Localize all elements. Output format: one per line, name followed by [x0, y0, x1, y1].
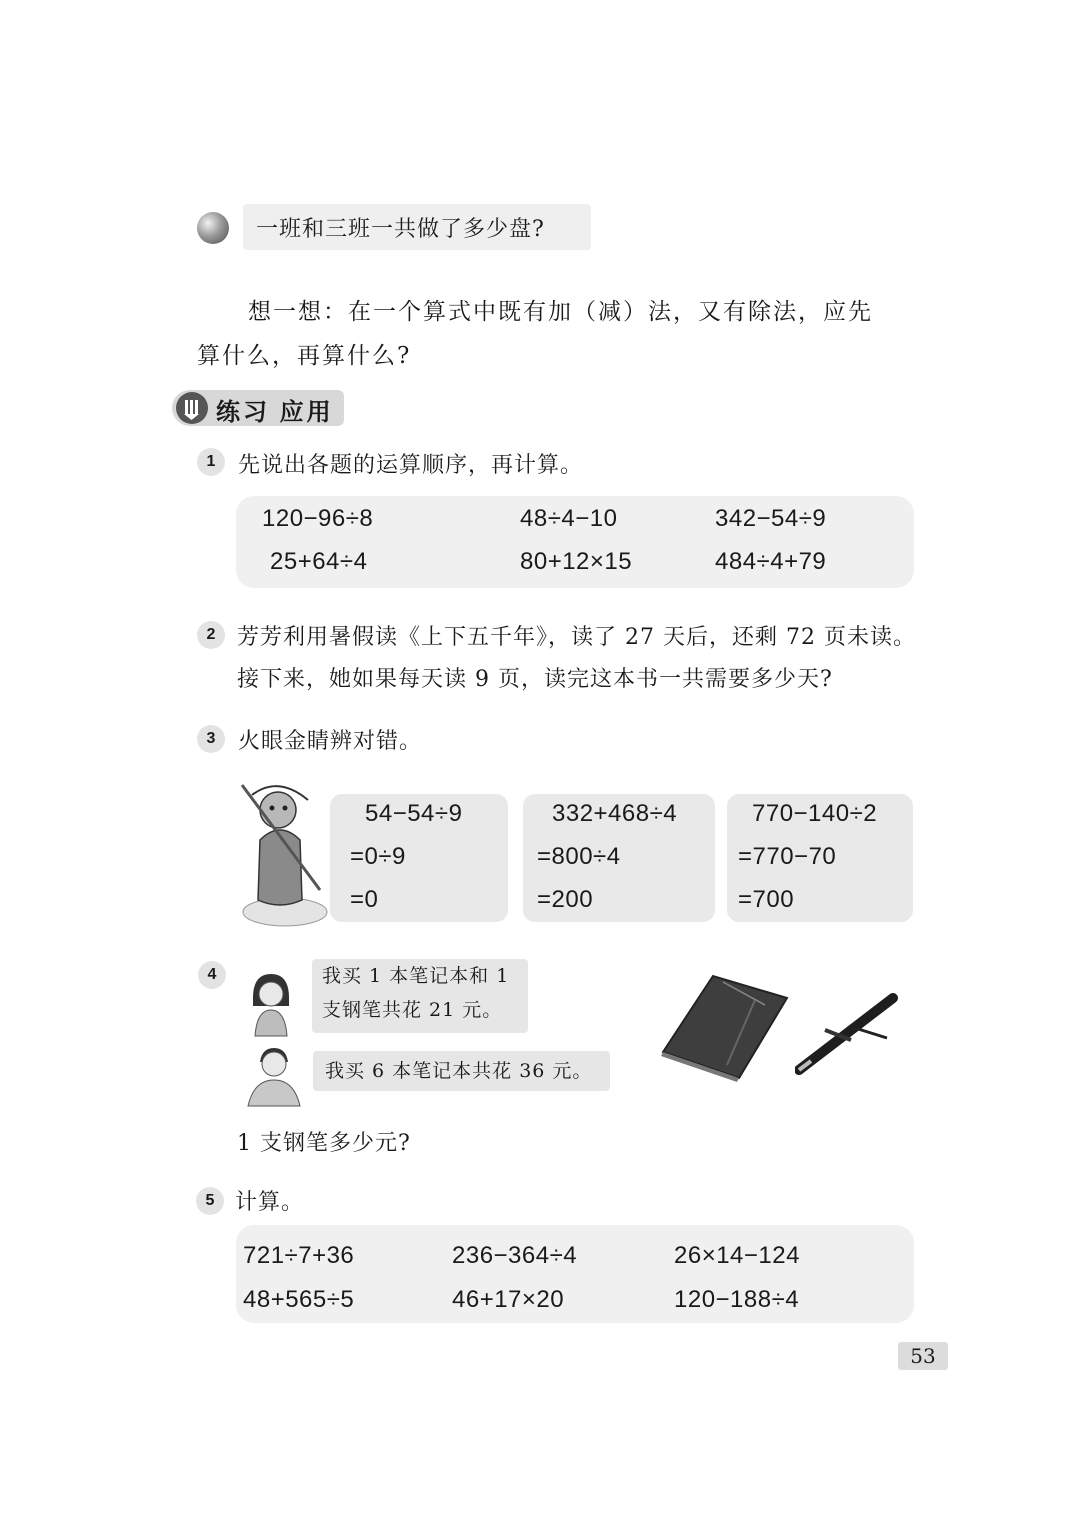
- intro-question: 一班和三班一共做了多少盘?: [256, 217, 545, 242]
- girl-speech-line-1: 我买 1 本笔记本和 1: [322, 965, 510, 987]
- card3-step: 770−140÷2: [752, 800, 878, 827]
- task1-expr: 80+12×15: [520, 548, 633, 575]
- task5-prompt: 计算。: [235, 1190, 305, 1215]
- card2-step: =800÷4: [537, 843, 621, 870]
- boy-speech-bubble: 我买 6 本笔记本共花 36 元。: [313, 1051, 610, 1091]
- card2-step: 332+468÷4: [552, 800, 678, 827]
- task-number-5: 5: [196, 1187, 224, 1215]
- girl-speech-bubble: [312, 959, 528, 1033]
- girl-avatar: [245, 970, 297, 1038]
- task5-expr: 236−364÷4: [452, 1242, 578, 1269]
- task-number-1: 1: [197, 448, 225, 476]
- notebook-illustration: [655, 970, 795, 1082]
- card1-step: 54−54÷9: [365, 800, 463, 827]
- page-number: 53: [898, 1342, 948, 1370]
- task5-expr: 120−188÷4: [674, 1286, 800, 1313]
- card2-step: =200: [537, 886, 594, 913]
- globe-icon: [197, 212, 229, 244]
- task1-prompt: 先说出各题的运算顺序，再计算。: [238, 453, 584, 478]
- task5-expr: 721÷7+36: [243, 1242, 355, 1269]
- think-line-1: 想一想：在一个算式中既有加（减）法，又有除法，应先: [248, 299, 873, 325]
- task5-expr: 48+565÷5: [243, 1286, 355, 1313]
- boy-avatar: [240, 1044, 308, 1108]
- task1-expr: 25+64÷4: [270, 548, 368, 575]
- task5-expr: 46+17×20: [452, 1286, 565, 1313]
- task3-prompt: 火眼金睛辨对错。: [238, 729, 423, 754]
- card3-step: =700: [738, 886, 795, 913]
- task-number-2: 2: [197, 621, 225, 649]
- task2-line-2: 接下来，她如果每天读 9 页，读完这本书一共需要多少天?: [237, 667, 833, 692]
- task1-expr: 342−54÷9: [715, 505, 827, 532]
- task1-expr: 484÷4+79: [715, 548, 827, 575]
- think-line-2: 算什么，再算什么?: [197, 343, 412, 369]
- task2-line-1: 芳芳利用暑假读《上下五千年》，读了 27 天后，还剩 72 页未读。: [237, 625, 916, 650]
- task5-expr: 26×14−124: [674, 1242, 800, 1269]
- card3-step: =770−70: [738, 843, 837, 870]
- task1-expr: 48÷4−10: [520, 505, 618, 532]
- card1-step: =0÷9: [350, 843, 406, 870]
- pen-illustration: [795, 990, 900, 1075]
- monkey-king-illustration: [230, 780, 330, 930]
- pencil-icon: [176, 392, 208, 424]
- card1-step: =0: [350, 886, 379, 913]
- task4-question: 1 支钢笔多少元?: [237, 1131, 411, 1156]
- girl-speech-line-2: 支钢笔共花 21 元。: [322, 999, 503, 1021]
- task1-expr: 120−96÷8: [262, 505, 374, 532]
- task-number-4: 4: [198, 961, 226, 989]
- section-title: 练习 应用: [216, 399, 334, 426]
- task-number-3: 3: [197, 725, 225, 753]
